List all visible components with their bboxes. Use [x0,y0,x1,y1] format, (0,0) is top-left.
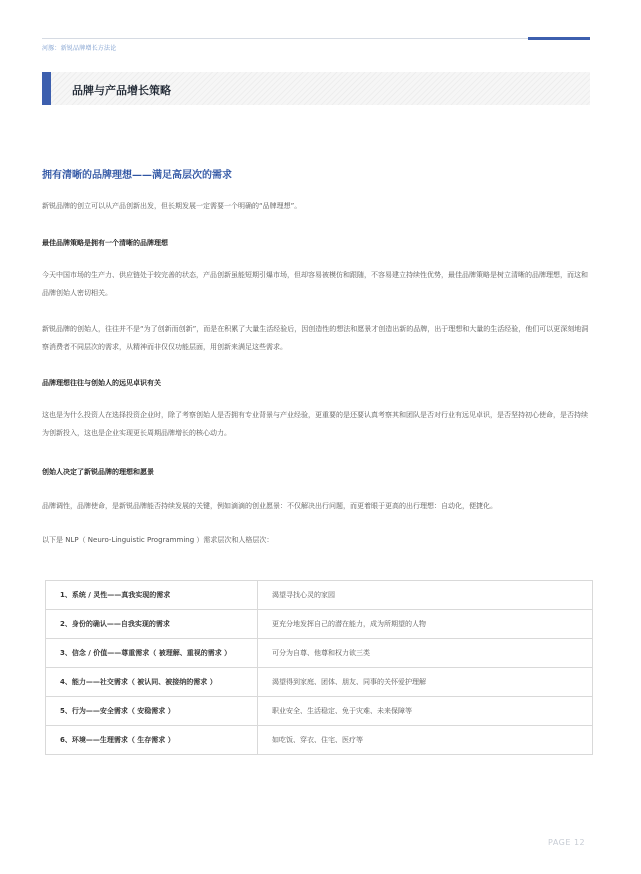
table-row [46,668,593,697]
need-cell: 1、系统 / 灵性——真我实现的需求 [46,581,258,610]
paragraph-1: 今天中国市场的生产力、供应链处于较完善的状态，产品创新虽能短期引爆市场，但却容易被模仿和跟随，不容易建立持续性优势，最佳品牌策略是树立清晰的品牌理想，而这和品牌创始人密切相关。 [42,271,588,297]
header-accent [528,37,590,40]
table-row [46,697,593,726]
need-cell: 5、行为——安全需求（ 安稳需求 ） [46,697,258,726]
need-cell: 4、能力——社交需求（ 被认同、被接纳的需求 ） [46,668,258,697]
paragraph-2: 新锐品牌的创始人，往往并不是“为了创新而创新”，而是在积累了大量生活经验后，因创造性的想法和愿景才创造出新的品牌，出于理想和大量的生活经验，他们可以更深刻地洞察消费者不同层次的需求，从精神而非仅仅功能层面，用创新来满足这些需求。 [42,325,589,351]
intro-paragraph: 新锐品牌的创立可以从产品创新出发，但长期发展一定需要一个明确的“品牌理想”。 [42,202,302,210]
desc-cell: 渴望得到家庭、团体、朋友、同事的关怀爱护理解 [258,668,593,697]
section-title: 品牌与产品增长策略 [72,84,171,97]
header-rule [42,38,590,39]
paragraph-4: 品牌调性，品牌使命，是新锐品牌能否持续发展的关键，例如滴滴的创业愿景：不仅解决出行问题，而更着眼于更高的出行理想：自动化，便捷化。 [42,502,497,510]
table-row [46,610,593,639]
subheading-1: 最佳品牌策略是拥有一个清晰的品牌理想 [42,239,168,247]
need-cell: 6、环境——生理需求（ 生存需求 ） [46,726,258,755]
paragraph-3: 这也是为什么投资人在选择投资企业时，除了考察创始人是否拥有专业背景与产业经验，更重要的是还要认真考察其和团队是否对行业有远见卓识，是否坚持初心使命，是否持续为创新投入，这也是企业实现更长周期品牌增长的核心动力。 [42,411,588,437]
subheading-2: 品牌理想往往与创始人的远见卓识有关 [42,379,161,387]
desc-cell: 可分为自尊、他尊和权力欲三类 [258,639,593,668]
desc-cell: 如吃饭、穿衣、住宅、医疗等 [258,726,593,755]
nlp-table [45,580,593,755]
table-row [46,726,593,755]
desc-cell: 渴望寻找心灵的家园 [258,581,593,610]
section-accent-bar [42,72,51,105]
need-cell: 2、身份的确认——自我实现的需求 [46,610,258,639]
table-row [46,581,593,610]
table-row [46,639,593,668]
section-header [42,72,590,105]
breadcrumb: 河豚：新锐品牌增长方法论 [42,45,117,52]
need-cell: 3、信念 / 价值——尊重需求（ 被理解、重视的需求 ） [46,639,258,668]
main-heading: 拥有清晰的品牌理想——满足高层次的需求 [42,170,232,181]
page-number: PAGE 12 [548,838,586,847]
paragraph-5: 以下是 NLP（ Neuro-Linguistic Programming ）需求层次和人格层次： [42,536,274,544]
subheading-3: 创始人决定了新锐品牌的理想和愿景 [42,468,154,476]
desc-cell: 更充分地发挥自己的潜在能力，成为所期望的人物 [258,610,593,639]
desc-cell: 职业安全、生活稳定、免于灾难、未来保障等 [258,697,593,726]
